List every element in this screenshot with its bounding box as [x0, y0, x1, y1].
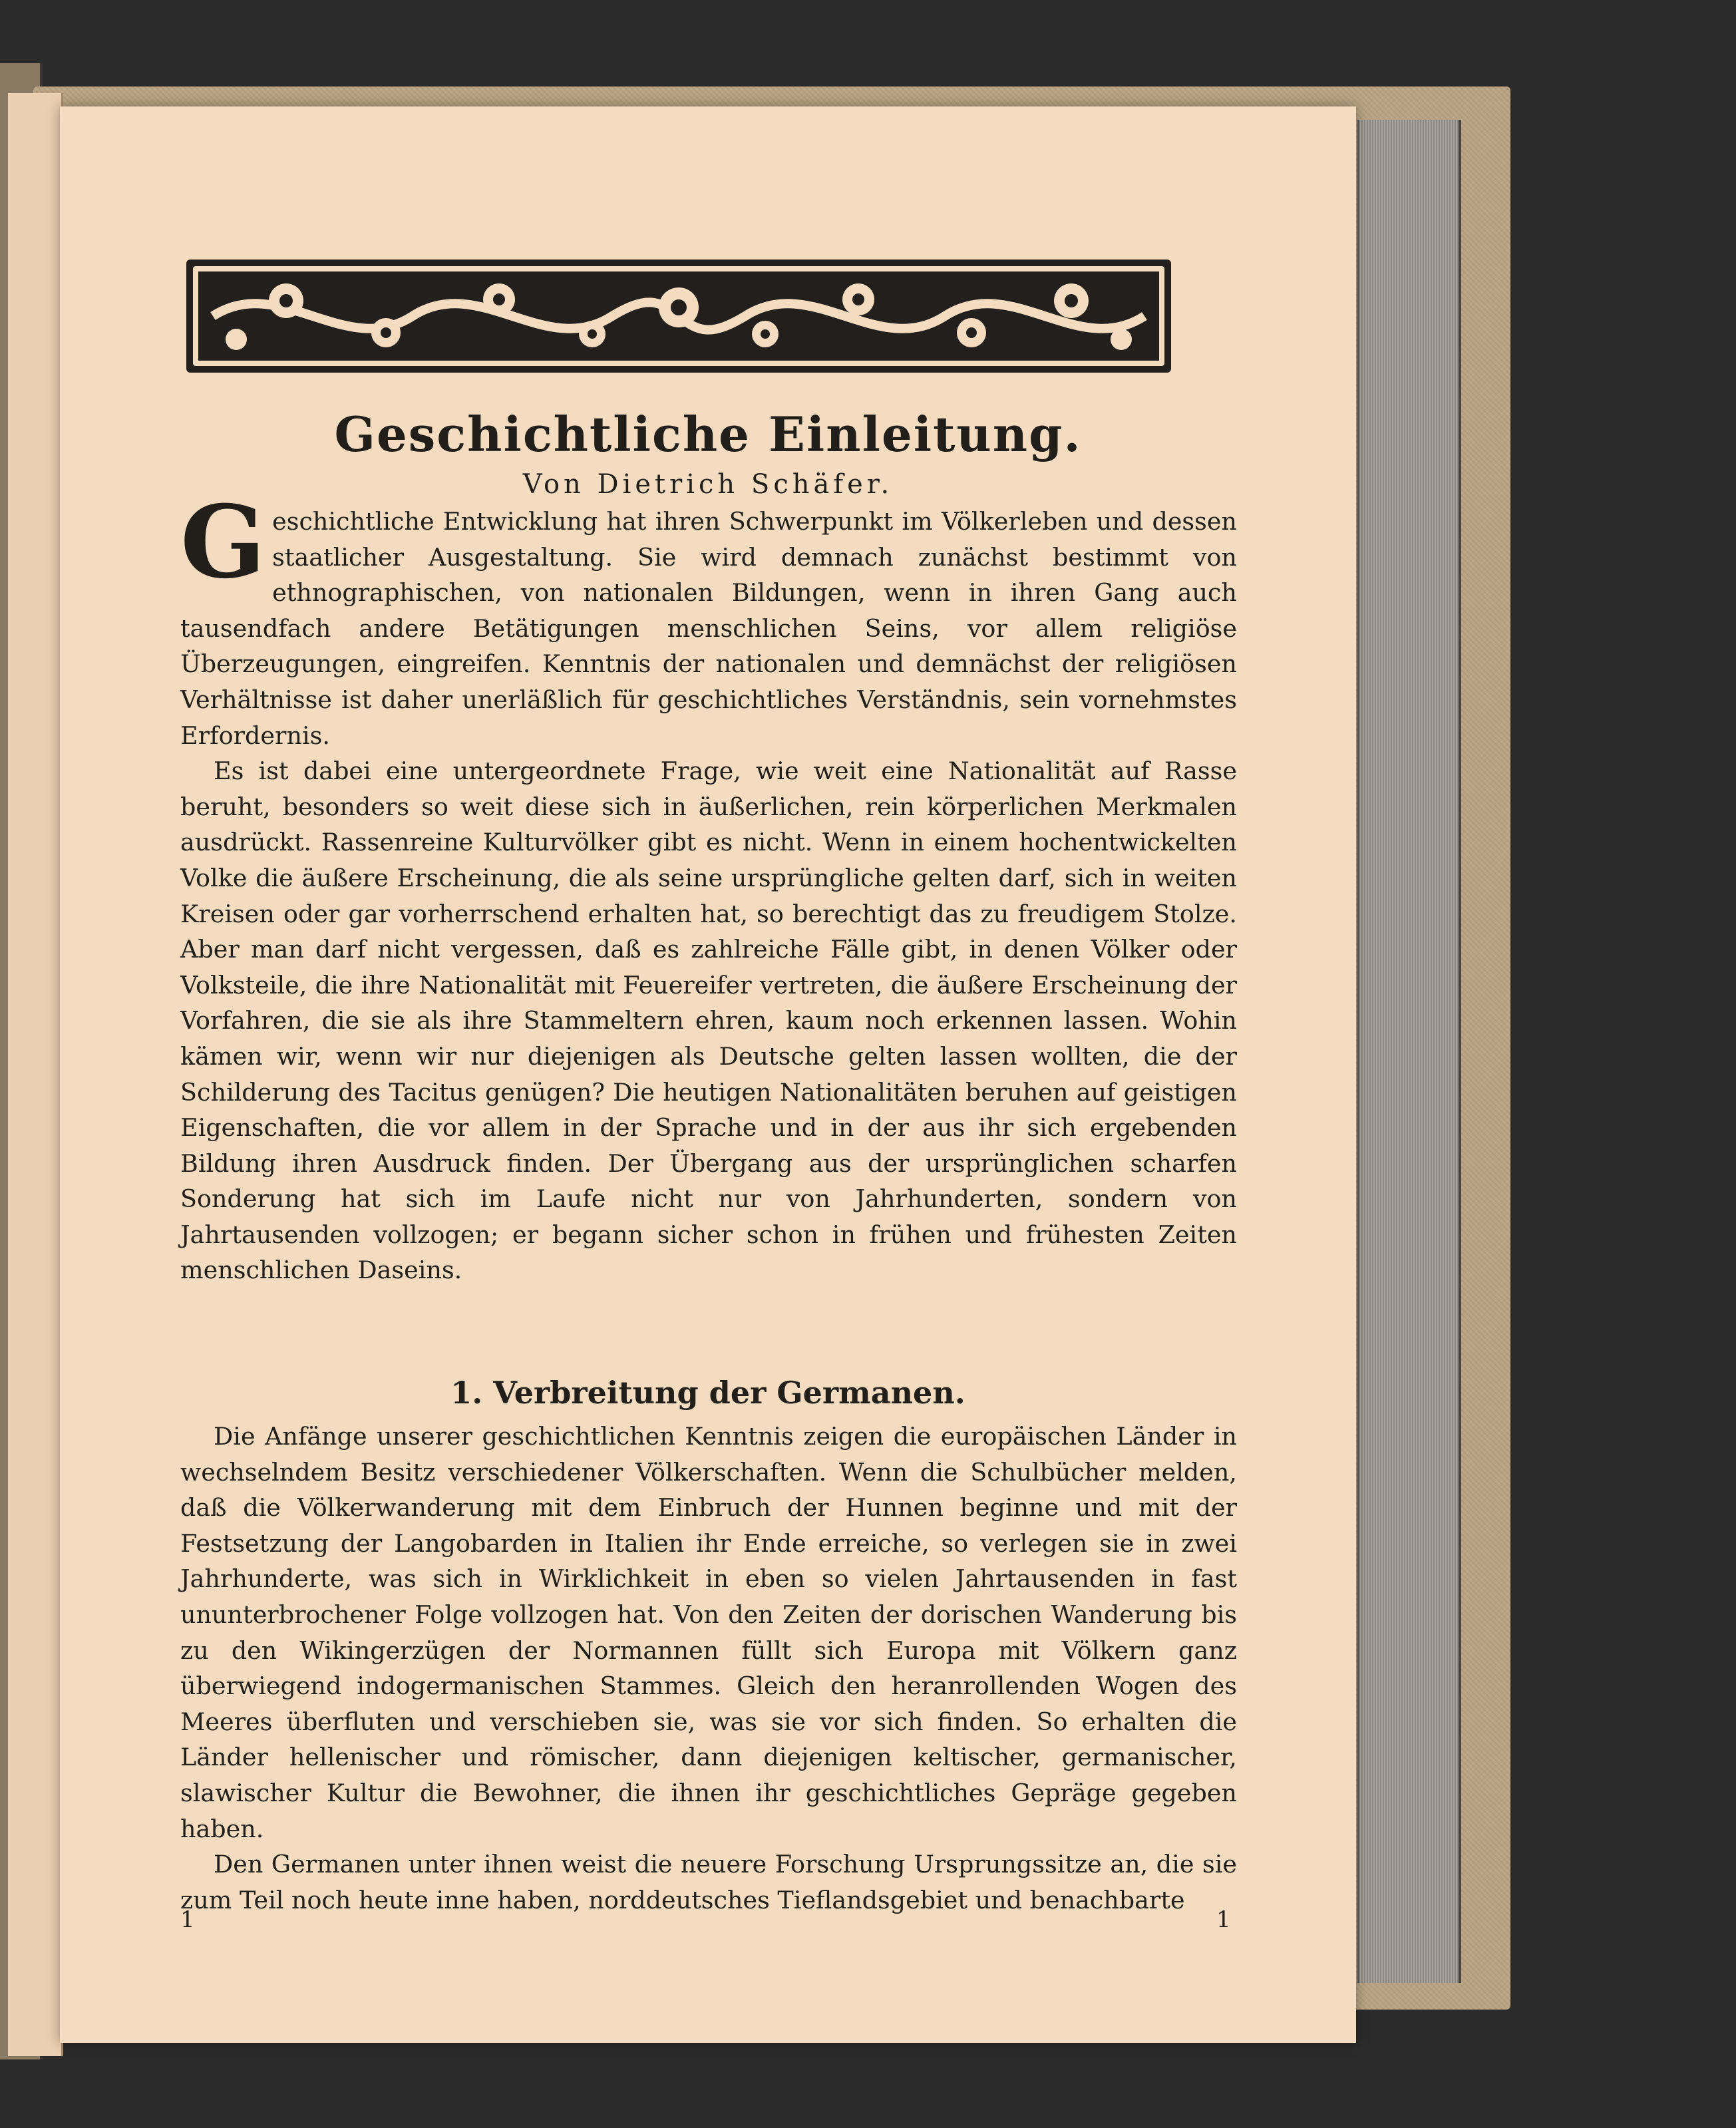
paragraph-2: Es ist dabei eine untergeordnete Frage, wie weit eine Nationalität auf Rasse beruht, besonders so weit diese sich in äußerlichen, rein körperlichen Merkmalen ausdrückt. Rassenreine Kulturvölker gibt es nicht. Wenn in einem hochentwickelten Volke die äußere Erscheinung, die als seine ursprüngliche gelten darf, sich in weiten Kreisen oder gar vorherrschend erhalten hat, so berechtigt das zu freudigem Stolze. Aber man darf nicht vergessen, daß es zahlreiche Fälle gibt, in denen Völker oder Volksteile, die ihre Nationalität mit Feuereifer vertreten, die äußere Erscheinung der Vorfahren, die sie als ihre Stammeltern ehren, kaum noch erkennen lassen. Wohin kämen wir, wenn wir nur diejenigen als Deutsche gelten lassen wollten, die der Schilderung des Tacitus genügen? Die heutigen Nationalitäten beruhen auf geistigen Eigenschaften, die vor allem in der Sprache und in der aus ihr sich ergebenden Bildung ihren Ausdruck finden. Der Übergang aus der ursprünglichen scharfen Sonderung hat sich im Laufe nicht nur von Jahrhunderten, sondern von Jahrtausenden vollzogen; er begann sicher schon in frühen und frühesten Zeiten menschlichen Daseins.	[180, 757, 1237, 1285]
signature-mark-right: 1	[1216, 1906, 1231, 1933]
paragraph-1: eschichtliche Entwicklung hat ihren Schwerpunkt im Völkerleben und dessen staatlicher Ausgestaltung. Sie wird demnach zunächst bestimmt von ethnographischen, von nationalen Bildungen, wenn in ihren Gang auch tausendfach andere Betätigungen menschlichen Seins, vor allem religiöse Überzeugungen, eingreifen. Kenntnis der nationalen und demnächst der religiösen Verhältnisse ist daher unerläßlich für geschichtliches Verständnis, sein vornehmstes Erfordernis.	[180, 507, 1237, 750]
left-page-edge	[8, 93, 63, 2056]
paragraph-4: Den Germanen unter ihnen weist die neuere Forschung Ursprungssitze an, die sie zum Teil noch heute inne haben, norddeutsches Tieflandsgebiet und benachbarte	[180, 1850, 1237, 1914]
section-heading: 1. Verbreitung der Germanen.	[450, 1375, 965, 1411]
paragraph-3: Die Anfänge unserer geschichtlichen Kenntnis zeigen die europäischen Länder in wechselndem Besitz verschiedener Völkerschaften. Wenn die Schulbücher melden, daß die Völkerwanderung mit dem Einbruch der Hunnen beginne und mit der Festsetzung der Langobarden in Italien ihr Ende erreiche, so verlegen sie in zwei Jahrhunderte, was sich in Wirklichkeit in eben so vielen Jahrtausenden in fast ununterbrochener Folge vollzogen hat. Von den Zeiten der dorischen Wanderung bis zu den Wikingerzügen der Normannen füllt sich Europa mit Völkern ganz überwiegend indogermanischen Stammes. Gleich den heranrollenden Wogen des Meeres überfluten und verschieben sie, was sie vor sich finden. So erhalten die Länder hellenischer und römischer, dann diejenigen keltischer, germanischer, slawischer Kultur die Bewohner, die ihnen ihr geschichtliches Gepräge gegeben haben.	[180, 1422, 1237, 1843]
book-page	[60, 106, 1356, 2043]
section-body	[180, 1419, 1237, 1918]
drop-cap: G	[180, 484, 266, 601]
page-title: Geschichtliche Einleitung.	[334, 406, 1082, 462]
author-line: Von Dietrich Schäfer.	[522, 469, 894, 500]
ornamental-header-icon	[186, 260, 1171, 373]
page-edges	[1357, 120, 1461, 1983]
signature-mark-left: 1	[180, 1906, 195, 1933]
